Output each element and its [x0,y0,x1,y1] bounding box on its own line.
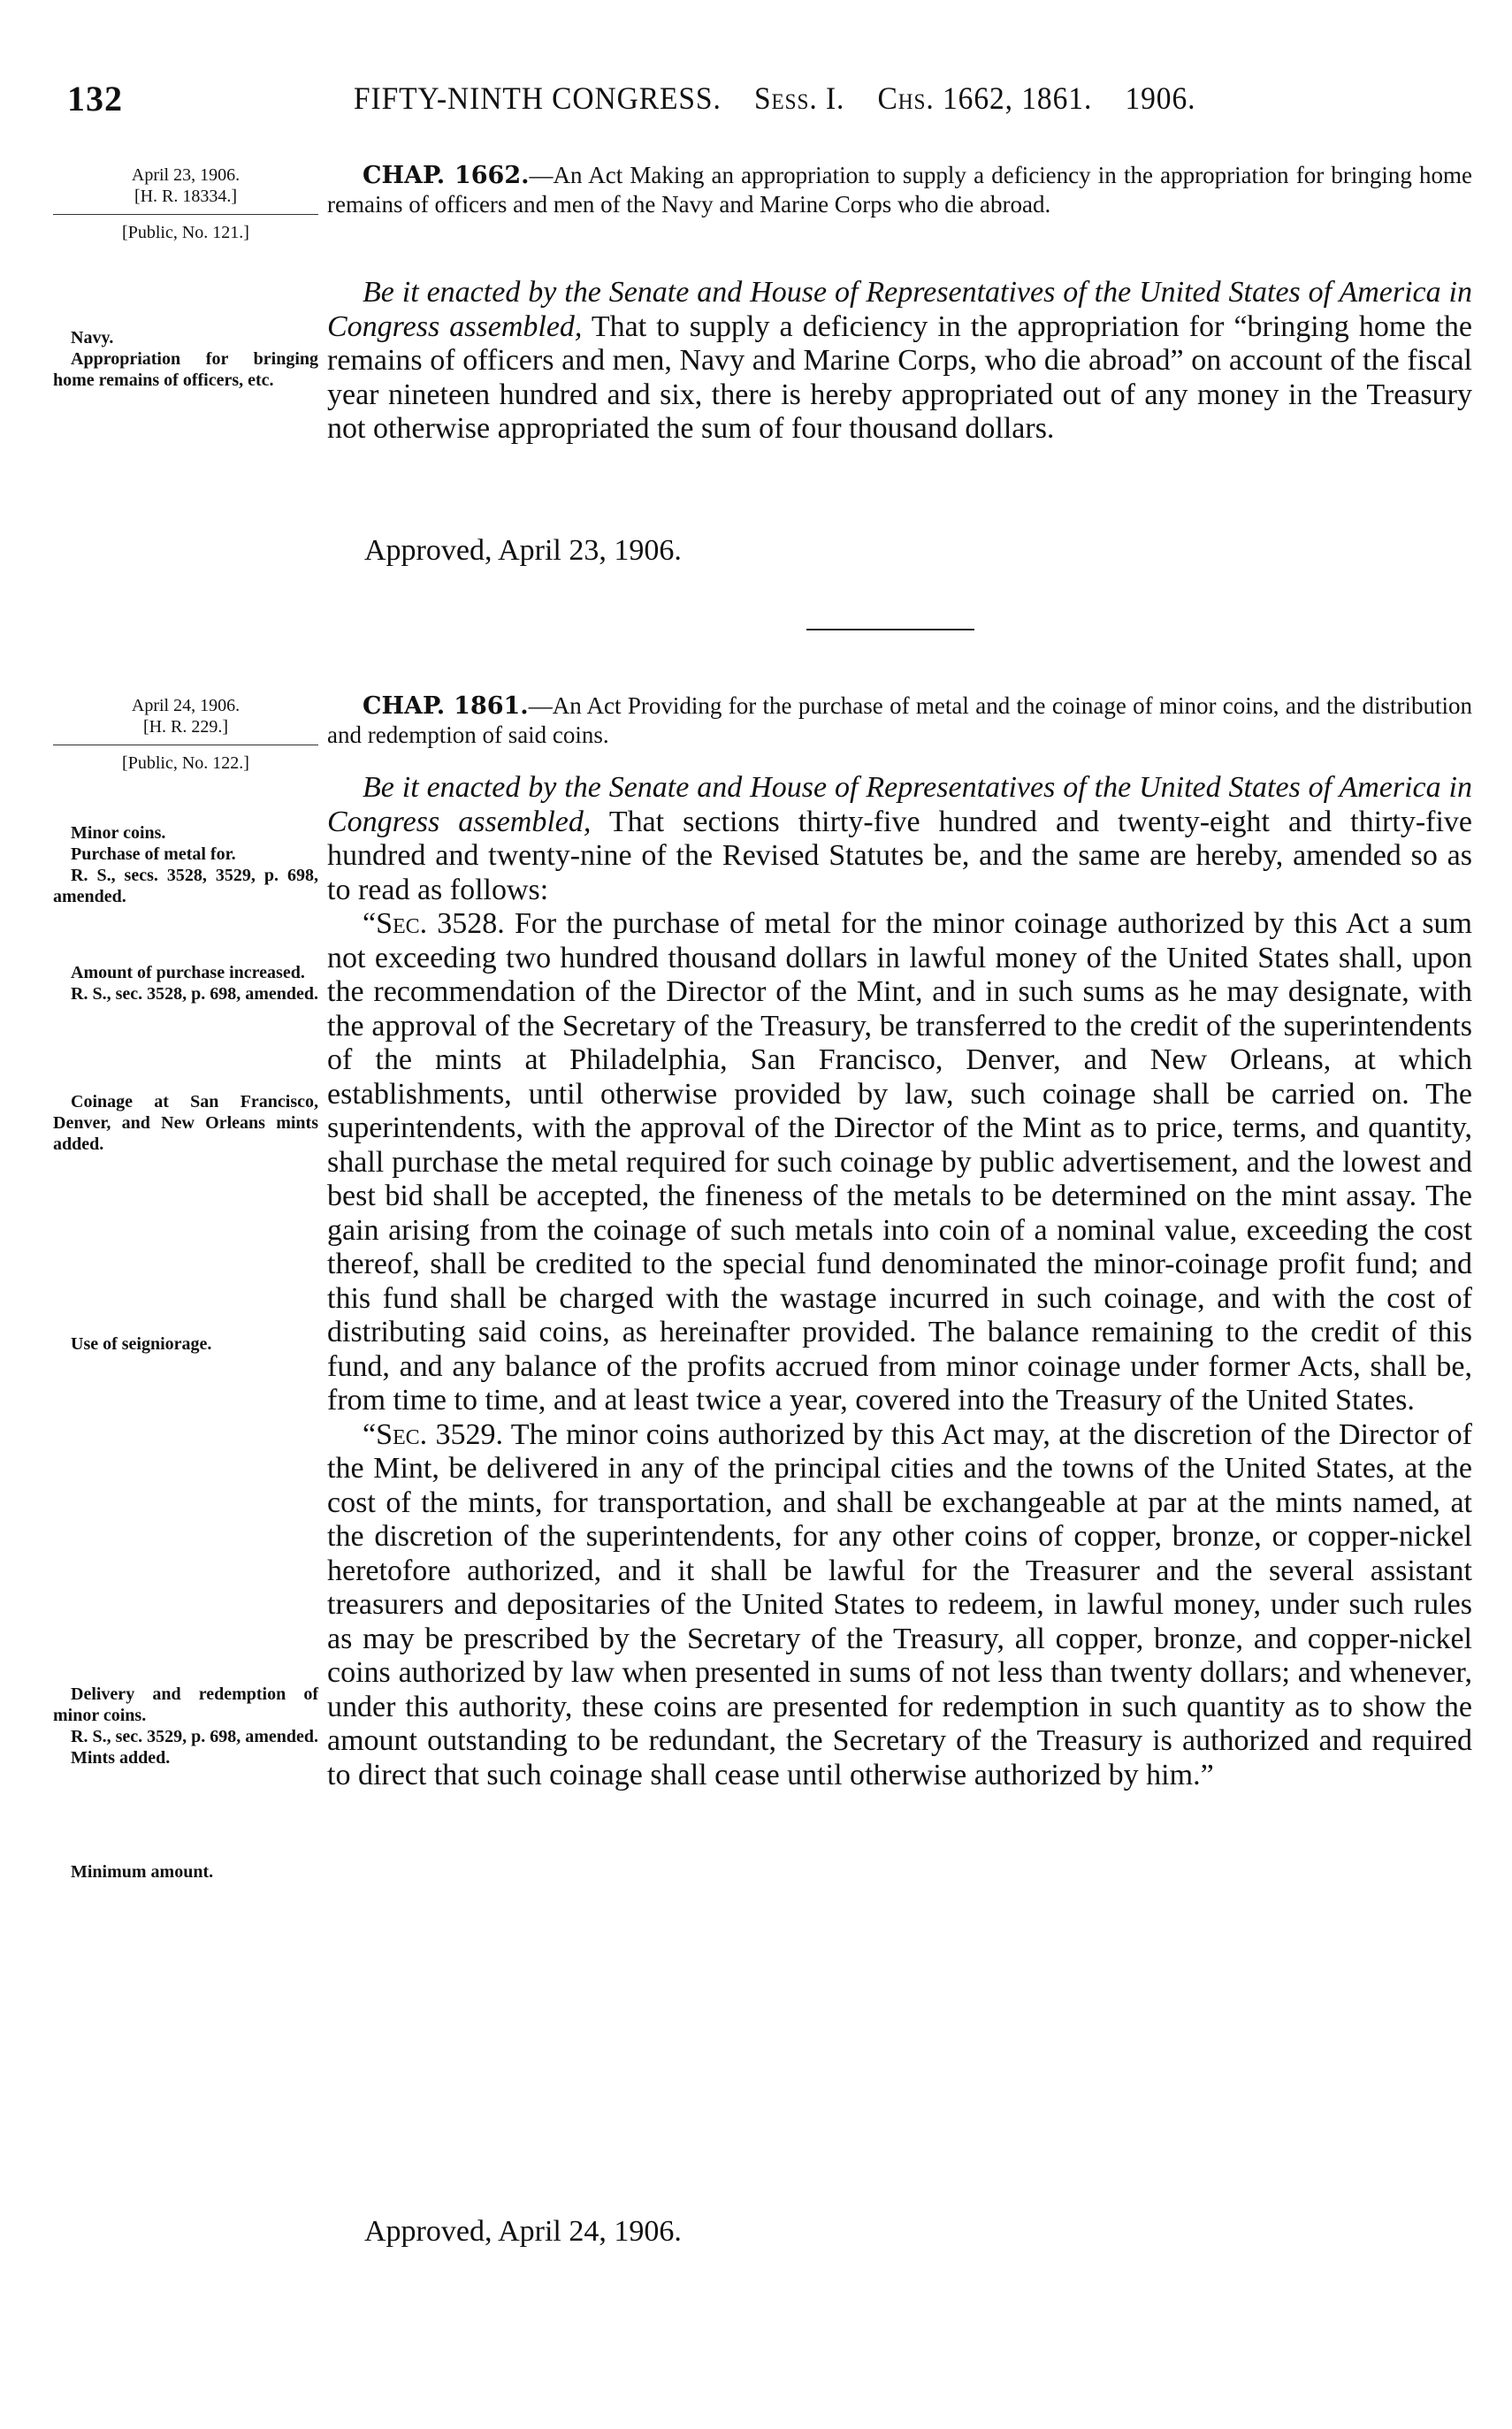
side-note-block [53,822,318,907]
approval-date: Approved, April 24, 1906. [364,2215,682,2248]
bill-number: [H. R. 18334.] [134,187,238,206]
side-note: Purchase of metal for. [71,844,236,864]
side-note-block [53,1861,318,1883]
side-note: Appropriation for bringing home remains of officers, etc. [53,349,318,390]
side-note-block [53,1091,318,1155]
enacting-clause: Be it enacted by the Senate and House of Representatives of the United States of America in Congress assembled, [327,771,1472,838]
public-law-number: [Public, No. 122.] [122,753,249,773]
public-law-number: [Public, No. 121.] [122,223,249,242]
running-header [0,78,1512,122]
side-note: R. S., sec. 3528, p. 698, amended. [71,984,319,1004]
side-note: Minimum amount. [71,1862,214,1882]
chapter-divider [806,629,974,630]
side-note-block [53,962,318,1004]
side-note: Navy. [71,328,114,348]
approval-date: Approved, April 23, 1906. [364,534,682,567]
side-note: Use of seigniorage. [71,1334,212,1354]
chap-1662-title [327,161,1472,218]
side-note: R. S., secs. 3528, 3529, p. 698, amended. [53,866,318,906]
chap-1662-margin-meta [53,164,318,243]
side-note: Mints added. [71,1748,171,1768]
section-label-3528: “Sec. 3528. [363,907,505,940]
section-3529-text: The minor coins authorized by this Act may, at the discretion of the Director of the Mint, be delivered in any of the principal cities and the towns of the United States, at the cost of the mints, for transportation, and shall be exchangeable at par at the mints named, at the discretion of the superintendents, for any other coins of copper, bronze, or copper-nickel heretofore authorized, and it shall be lawful for the Treasurer and the several assistant treasurers and depositaries of the United States to redeem, in lawful money, under such rules as may be prescribed by the Secretary of the Treasury, all copper, bronze, and copper-nickel coins authorized by law when presented in sums of not less than twenty dollars; and whenever, under this authority, these coins are presented for redemption in such quantity as to show the amount outstanding to be redundant, the Secretary of the Treasury is authorized and required to direct that such coinage shall cease until otherwise authorized by him.” [327,1417,1472,1791]
chap-1861-title [327,691,1472,749]
chap-1662-body [327,276,1472,447]
chapters-label: Chs. 1662, 1861. [877,80,1093,116]
section-3528-text: For the purchase of metal for the minor coinage authorized by this Act a sum not exceeding two hundred thousand dollars in lawful money of the United States shall, upon the recommendation of the Director of the Mint, and in such sums as he may designate, with the approval of the Secretary of the Treasury, be transferred to the credit of the superintendents of the mints at Philadelphia, San Francisco, Denver, and New Orleans, at which establishments, until otherwise provided by law, such coinage shall be carried on. The superintendents, with the approval of the Director of the Mint as to price, terms, and quantity, shall purchase the metal required for such coinage by public advertisement, and the lowest and best bid shall be accepted, the fineness of the metals to be determined on the mint assay. The gain arising from the coinage of such metals into coin of a nominal value, exceeding the cost thereof, shall be credited to the special fund denominated the minor-coinage profit fund; and this fund shall be charged with the wastage incurred in such coinage, and with the cost of distributing said coins, as hereinafter provided. The balance remaining to the credit of this fund, and any balance of the profits accrued from minor coinage under former Acts, shall be, from time to time, and at least twice a year, covered into the Treasury of the United States. [327,907,1473,1417]
margin-divider [53,214,318,215]
enactment-date: April 24, 1906. [131,696,241,715]
section-intro: That sections thirty-five hundred and twenty-eight and thirty-five hundred and twenty-nine of the Revised Statutes be, and the same are hereby, amended so as to read as follows: [327,805,1472,906]
chap-1662-side-notes [53,327,318,391]
chapter-label: CHAP. 1662. [363,162,530,189]
chap-1861-body [327,771,1472,1792]
session-label: Sess. I. [753,80,845,116]
act-title: —An Act Making an appropriation to supply a deficiency in the appropriation for bringing home remains of officers and men of the Navy and Marine Corps who die abroad. [327,162,1472,218]
act-title: —An Act Providing for the purchase of metal and the coinage of minor coins, and the distribution and redemption of said coins. [327,692,1472,748]
chap-1861-margin-meta [53,695,318,774]
side-note: Delivery and redemption of minor coins. [53,1684,318,1725]
year-label: 1906. [1125,80,1196,116]
section-text: That to supply a deficiency in the appropriation for “bringing home the remains of officers and men, Navy and Marine Corps, who die abroad” on account of the fiscal year nineteen hundred and six, there is hereby appropriated out of any money in the Treasury not otherwise appropriated the sum of four thousand dollars. [327,309,1472,445]
side-note: Amount of purchase increased. [71,963,305,982]
side-note-block [53,1684,318,1768]
side-note: Minor coins. [71,823,166,843]
running-head-text [354,80,1195,117]
enactment-date: April 23, 1906. [131,165,241,185]
side-note: R. S., sec. 3529, p. 698, amended. [71,1727,319,1746]
section-label-3529: “Sec. 3529. [363,1417,504,1451]
side-note: Coinage at San Francisco, Denver, and New Orleans mints added. [53,1092,318,1154]
congress-label: FIFTY-NINTH CONGRESS. [354,80,722,116]
bill-number: [H. R. 229.] [142,717,229,737]
enacting-clause: Be it enacted by the Senate and House of Representatives of the United States of America in Congress assembled, [327,276,1472,343]
side-note-block [53,1333,318,1355]
chapter-label: CHAP. 1861. [363,692,529,720]
page-number: 132 [67,79,123,118]
